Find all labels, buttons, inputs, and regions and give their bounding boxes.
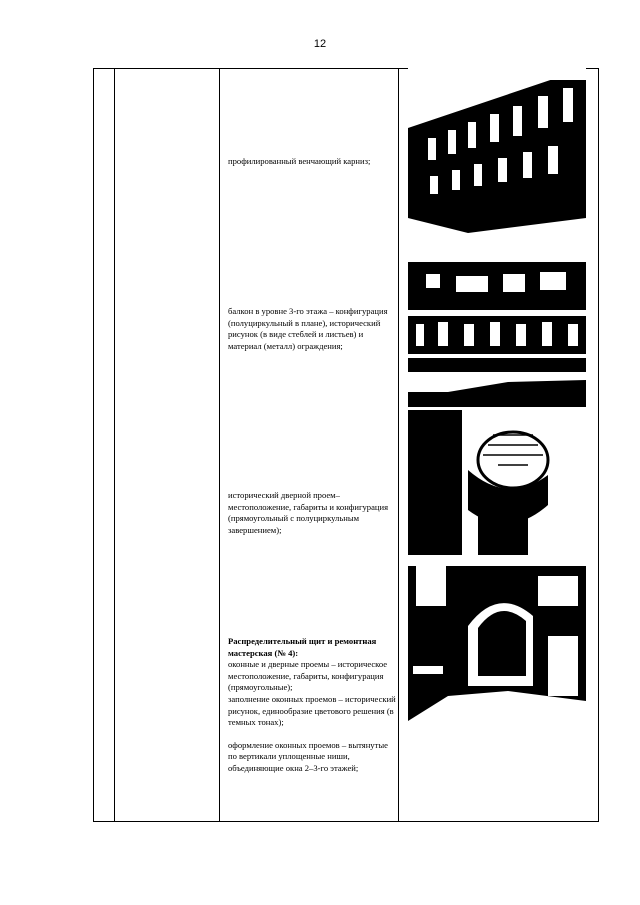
facade-windows-photo [408, 262, 586, 407]
row-3-text: исторический дверной проем– местоположение, габариты и конфигурация (прямоугольный с полуциркульным завершением); [228, 490, 389, 535]
column-divider [398, 69, 399, 821]
page-number: 12 [313, 38, 327, 50]
column-divider [219, 69, 220, 821]
balcony-photo [408, 410, 586, 555]
row-2-text: балкон в уровне 3-го этажа – конфигурация (полуциркульный в плане), исторический рисунок (в виде стеблей и листьев) и материал (металл) ограждения; [228, 306, 388, 351]
section-item: оформление оконных проемов – вытянутые по вертикали уплощенные ниши, объединяющие окна 2–3-го этажей; [228, 739, 388, 773]
column-divider [114, 69, 115, 821]
section-item: заполнение оконных проемов – исторический рисунок, единообразие цветового решения (в темных тонах); [228, 693, 396, 728]
section-title: Распределительный щит и ремонтная мастерская (№ 4): [228, 636, 377, 658]
row-1-text: профилированный венчающий карниз; [228, 156, 371, 166]
arched-doorway-photo [408, 566, 586, 721]
section-block [228, 636, 398, 775]
section-item: оконные и дверные проемы – историческое местоположение, габариты, конфигурация (прямоугольные); [228, 659, 388, 693]
building-facade-photo [408, 68, 586, 250]
